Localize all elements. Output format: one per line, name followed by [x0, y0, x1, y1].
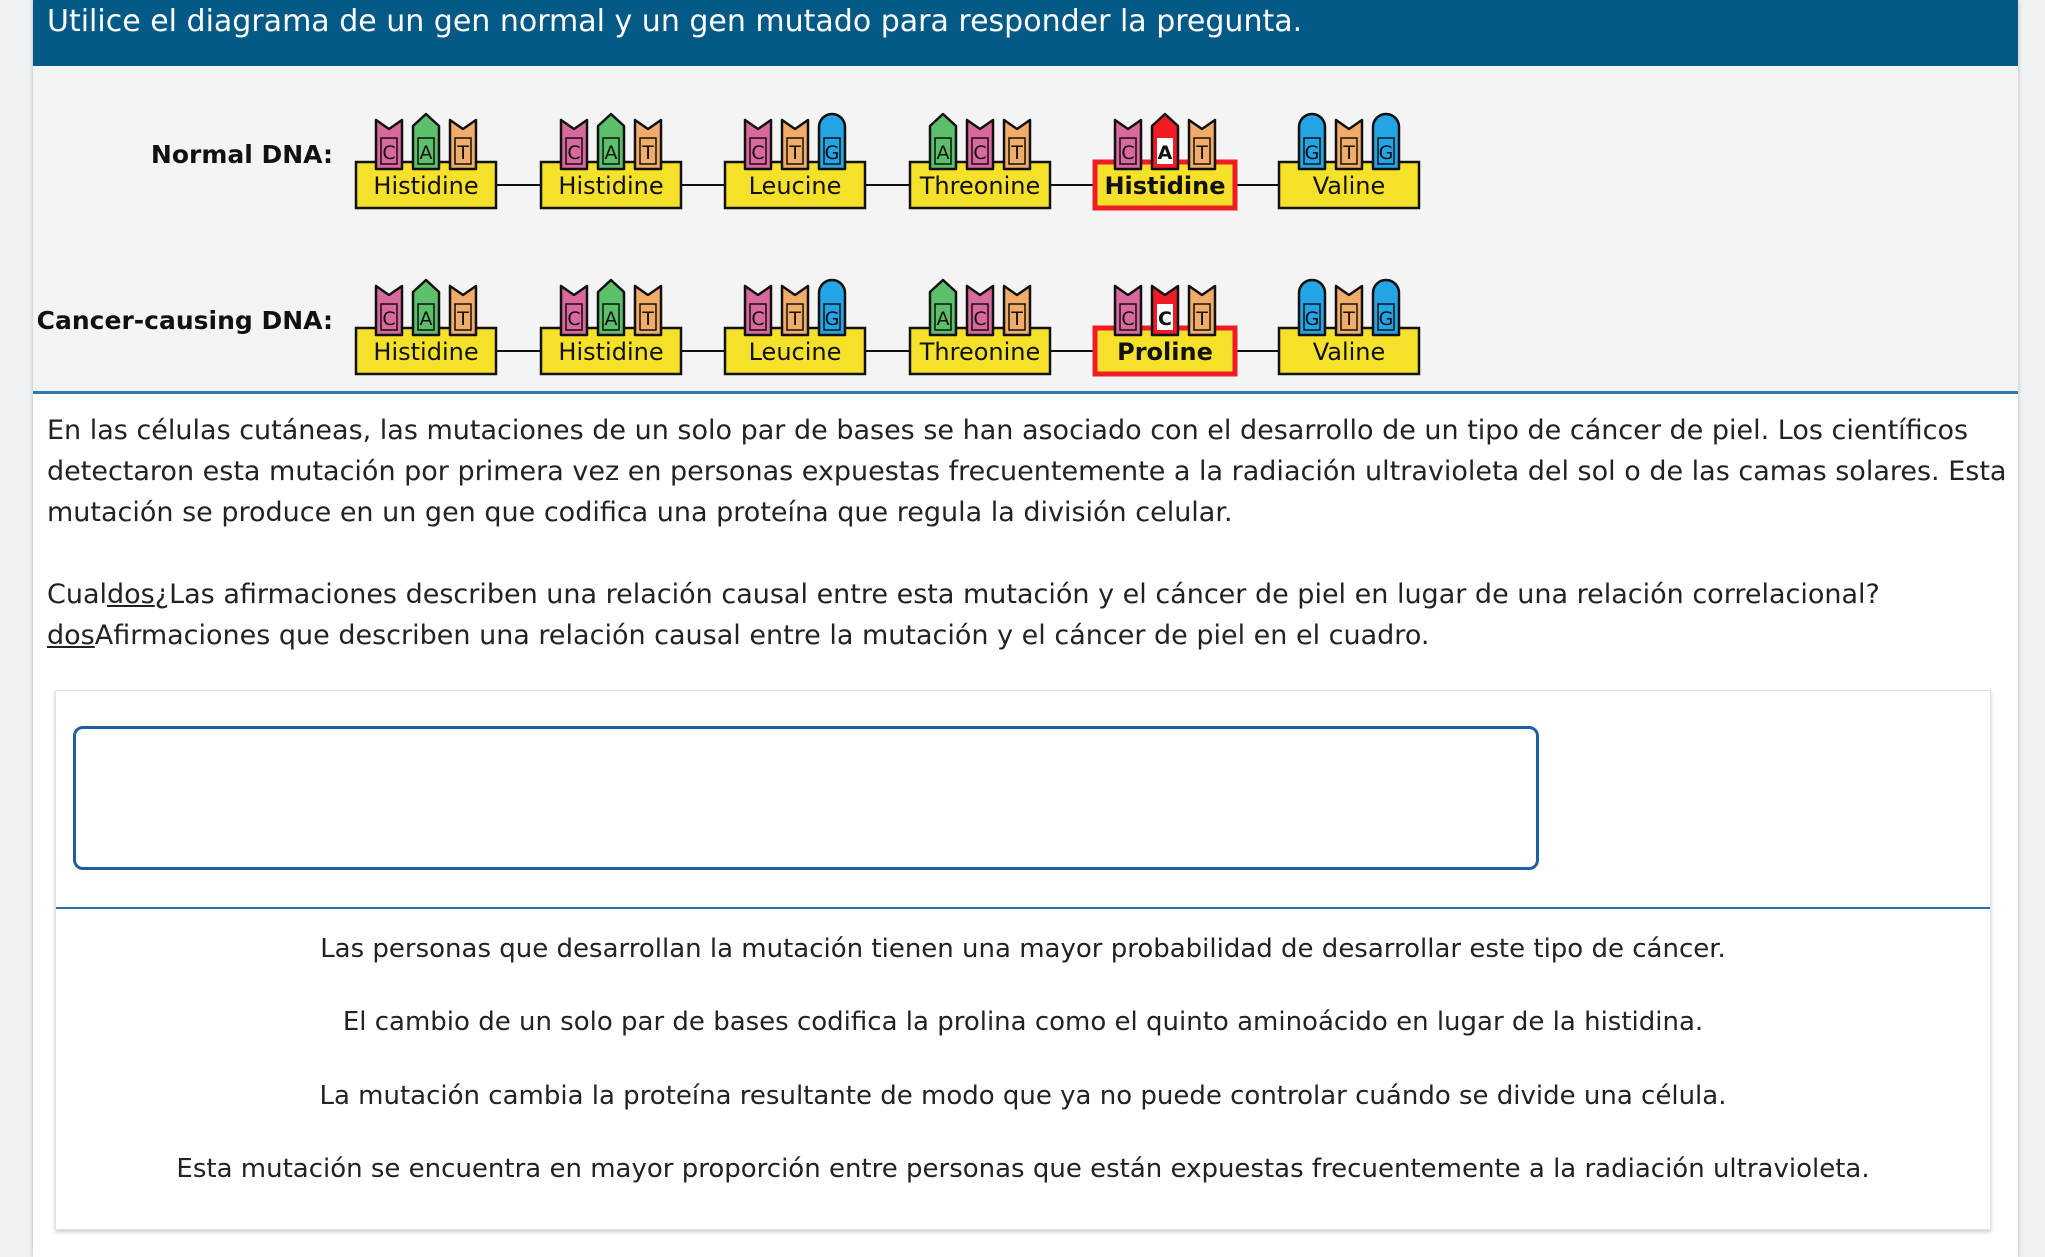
base-letter: C: [567, 308, 581, 330]
amino-acid-label: Leucine: [748, 172, 842, 200]
panel-divider: [56, 907, 1990, 909]
base-letter: A: [936, 142, 950, 164]
base-letter: A: [419, 308, 433, 330]
amino-acid-label: Histidine: [1104, 172, 1226, 200]
answer-panel: [55, 690, 1991, 1230]
base-letter: C: [567, 142, 581, 164]
passage-text: En las células cutáneas, las mutaciones de un solo par de bases se han asociado con el desarrollo de un tipo de cáncer de piel. Los científicos detectaron esta mutación por primera vez en personas expuestas frecuentemente a la radiación ultravioleta del sol o de las camas solares. Esta mutación se produce en un gen que codifica una proteína que regula la división celular.: [47, 415, 2007, 528]
base-letter: C: [751, 142, 765, 164]
base-letter: C: [382, 142, 396, 164]
question-part-5: Afirmaciones que describen una relación causal entre la mutación y el cáncer de piel en el cuadro.: [94, 620, 1430, 651]
amino-acid-label: Proline: [1117, 338, 1213, 366]
answer-option-2[interactable]: El cambio de un solo par de bases codifica la prolina como el quinto aminoácido en lugar de la histidina.: [342, 1007, 1704, 1037]
base-letter: T: [1196, 142, 1208, 164]
base-letter: C: [751, 308, 765, 330]
amino-acid-label: Valine: [1312, 172, 1386, 200]
base-letter: C: [1121, 142, 1135, 164]
base-letter: T: [789, 142, 801, 164]
base-letter: A: [1157, 142, 1173, 164]
amino-acid-label: Valine: [1312, 338, 1386, 366]
base-letter: T: [457, 142, 469, 164]
base-letter: A: [604, 308, 618, 330]
amino-acid-label: Threonine: [919, 172, 1041, 200]
question-header: Utilice el diagrama de un gen normal y un gen mutado para responder la pregunta.: [33, 0, 2018, 66]
base-letter: A: [936, 308, 950, 330]
base-letter: G: [1304, 308, 1320, 330]
question-prompt: [47, 574, 2007, 656]
amino-acid-label: Threonine: [919, 338, 1041, 366]
answer-option-3[interactable]: La mutación cambia la proteína resultante de modo que ya no puede controlar cuándo se divide una célula.: [319, 1081, 1727, 1111]
row-label: Cancer-causing DNA:: [36, 306, 333, 335]
base-letter: T: [1343, 308, 1355, 330]
question-part-1: Cual: [47, 579, 108, 610]
answer-option-1[interactable]: Las personas que desarrollan la mutación tienen una mayor probabilidad de desarrollar este tipo de cáncer.: [320, 934, 1726, 964]
base-letter: C: [1121, 308, 1135, 330]
row-label: Normal DNA:: [150, 140, 333, 169]
base-letter: G: [824, 142, 840, 164]
dna-diagram: [33, 66, 2018, 394]
base-letter: G: [1378, 142, 1394, 164]
base-letter: C: [1158, 308, 1172, 330]
question-part-4: dos: [47, 620, 95, 651]
base-letter: G: [1304, 142, 1320, 164]
question-part-2: dos: [107, 579, 155, 610]
base-letter: T: [1011, 308, 1023, 330]
base-letter: C: [382, 308, 396, 330]
amino-acid-label: Histidine: [373, 172, 479, 200]
amino-acid-label: Leucine: [748, 338, 842, 366]
base-letter: T: [642, 142, 654, 164]
amino-acid-label: Histidine: [558, 172, 664, 200]
answer-option-4[interactable]: Esta mutación se encuentra en mayor proporción entre personas que están expuestas frecuentemente a la radiación ultravioleta.: [176, 1154, 1870, 1184]
base-letter: T: [1196, 308, 1208, 330]
answer-drop-zone[interactable]: [73, 726, 1539, 870]
base-letter: T: [789, 308, 801, 330]
amino-acid-label: Histidine: [373, 338, 479, 366]
base-letter: C: [973, 308, 987, 330]
question-part-3: ¿Las afirmaciones describen una relación causal entre esta mutación y el cáncer de piel en lugar de una relación correlacional?: [154, 579, 1880, 610]
amino-acid-label: Histidine: [558, 338, 664, 366]
base-letter: G: [824, 308, 840, 330]
base-letter: G: [1378, 308, 1394, 330]
base-letter: A: [419, 142, 433, 164]
base-letter: T: [642, 308, 654, 330]
base-letter: A: [604, 142, 618, 164]
dna-diagram-svg: [33, 66, 2018, 391]
base-letter: T: [457, 308, 469, 330]
question-card: [33, 0, 2018, 1257]
base-letter: T: [1343, 142, 1355, 164]
base-letter: T: [1011, 142, 1023, 164]
passage: [47, 410, 2007, 697]
base-letter: C: [973, 142, 987, 164]
